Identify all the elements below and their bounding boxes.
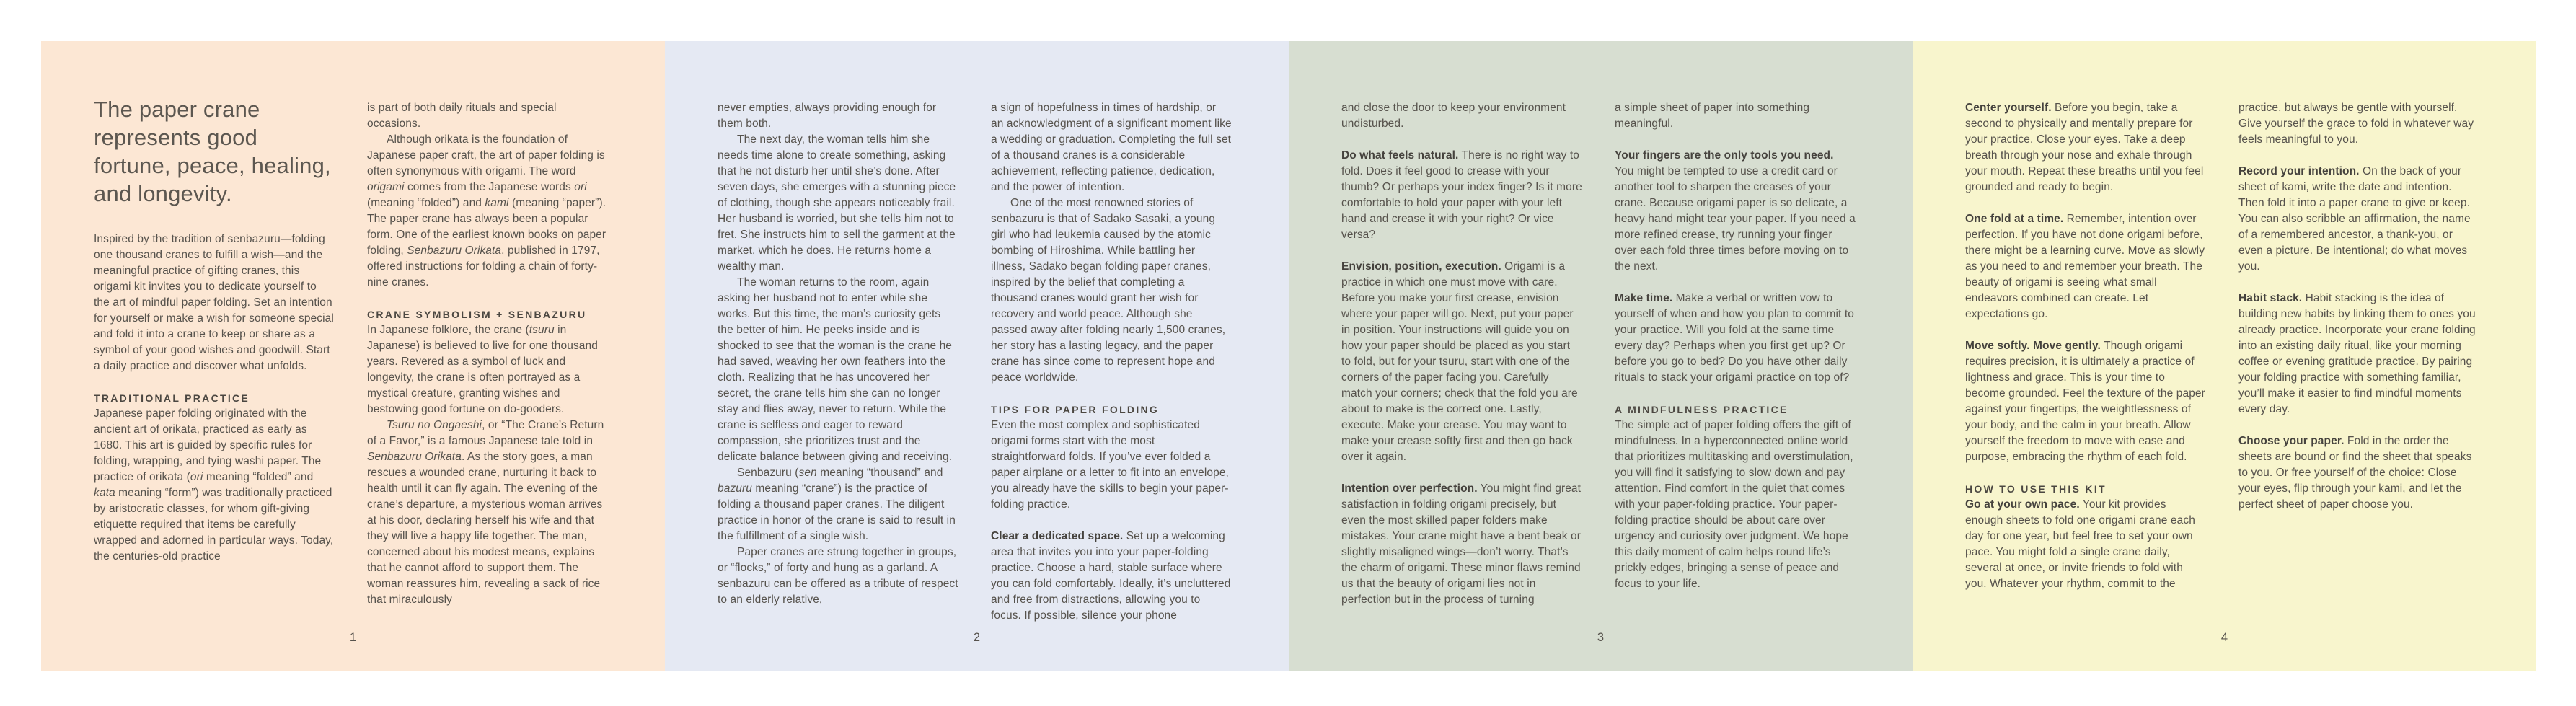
page-number: 4 bbox=[2220, 631, 2228, 644]
text-column bbox=[2238, 100, 2479, 592]
booklet-page-2 bbox=[665, 41, 1289, 671]
paragraph: Record your intention. On the back of your sheet of kami, write the date and intention. Then fold it into a paper crane to give or keep. You can also scribble an affirmation, the name of a remembered ancestor, a thank-you, or even a picture. Be intentional; do what moves you. bbox=[2238, 165, 2471, 273]
paragraph: One of the most renowned stories of senbazuru is that of Sadako Sasaki, a young girl who had leukemia caused by the atomic bombing of Hiroshima. While battling her illness, Sadako began folding paper cranes, inspired by the belief that completing a thousand cranes would grant her wish for recovery and world peace. Although she passed away after folding nearly 1,500 cranes, her story has a lasting legacy, and the paper crane has since come to represent hope and peace worldwide. bbox=[991, 197, 1226, 384]
paragraph: Tsuru no Ongaeshi, or “The Crane’s Return of a Favor,” is a famous Japanese tale told in Senbazuru Orikata. As the story goes, a man rescues a wounded crane, nurturing it back to health until it can fly again. The evening of the crane’s departure, a mysterious woman arrives at his door, declaring herself his wife and that they will live a happy life together. The man, concerned about his modest means, explains that he cannot afford to support them. The woman reassures him, revealing a sack of rice that miraculously bbox=[367, 419, 604, 606]
section-heading: CRANE SYMBOLISM + SENBAZURU bbox=[367, 309, 587, 320]
paragraph: a simple sheet of paper into something meaningful. bbox=[1615, 102, 1810, 130]
paragraph: never empties, always providing enough for them both. bbox=[718, 102, 937, 130]
page-columns bbox=[665, 41, 1289, 624]
page-columns bbox=[1289, 41, 1913, 608]
paragraph: The next day, the woman tells him she needs time alone to create something, asking that he not disturb her until she’s done. After seven days, she emerges with a stunning piece of clothing, though she appears noticeably frail. Her husband is worried, but she tells him not to fret. She instructs him to sell the garment at the market, which he does. He returns home a wealthy man. bbox=[718, 133, 956, 273]
text-column bbox=[991, 100, 1232, 624]
paragraph: practice, but always be gentle with yourself. Give yourself the grace to fold in whatever way feels meaningful to you. bbox=[2238, 102, 2474, 146]
page-number: 1 bbox=[349, 631, 357, 644]
paragraph: Japanese paper folding originated with the ancient art of orikata, practiced as early as 1680. This art is guided by specific rules for folding, wrapping, and tying washi paper. The practice of orikata (ori meaning “folded” and kata meaning “form”) was traditionally practiced by aristocratic classes, for whom gift-giving etiquette required that items be carefully wrapped and adorned in particular ways. Today, the centuries-old practice bbox=[94, 407, 334, 562]
paragraph: is part of both daily rituals and special occasions. bbox=[367, 102, 557, 130]
paragraph: Paper cranes are strung together in groups, or “flocks,” of forty and hung as a garland. A senbazuru can be offered as a tribute of respect to an elderly relative, bbox=[718, 546, 958, 606]
paragraph: Go at your own pace. Your kit provides enough sheets to fold one origami crane each day for one year, but feel free to set your own pace. You might fold a single crane daily, several at once, or invite friends to fold with you. Whatever your rhythm, commit to the bbox=[1965, 498, 2195, 590]
text-column bbox=[94, 97, 335, 608]
paragraph: One fold at a time. Remember, intention over perfection. If you have not done origami before, there might be a learning curve. Move as slowly as you need to and remember your breath. The beauty of origami is seeing what small endeavors combined can create. Let expectations go. bbox=[1965, 213, 2205, 320]
paragraph: Envision, position, execution. Origami is a practice in which one must move with care. Before you make your first crease, envision where your paper will go. Next, put your paper in position. Your instructions will guide you on how your paper should be placed as you start to fold, but for your tsuru, start with one of the corners of the paper facing you. Carefully match your corners; check that the fold you are about to make is the correct one. Lastly, execute. Make your crease. You may want to make your crease softly first and then go back over it again. bbox=[1341, 260, 1578, 463]
paragraph: Clear a dedicated space. Set up a welcoming area that invites you into your paper-folding practice. Choose a hard, stable surface where you can fold comfortably. Ideally, it’s uncluttered and free from distractions, allowing you to focus. If possible, silence your phone bbox=[991, 530, 1231, 622]
paragraph: Intention over perfection. You might find great satisfaction in folding origami precisely, but even the most skilled paper folders make mistakes. Your crane might have a bent beak or slightly misaligned wings—don’t worry. That’s the charm of origami. These minor flaws remind us that the beauty of origami lies not in perfection but in the process of turning bbox=[1341, 482, 1582, 606]
page-columns bbox=[1913, 41, 2536, 592]
paragraph: Even the most complex and sophisticated origami forms start with the most straightforward folds. If you’ve ever folded a paper airplane or a letter to fit into an envelope, you already have the skills to begin your paper-folding practice. bbox=[991, 419, 1229, 511]
paragraph: Center yourself. Before you begin, take a second to physically and mentally prepare for your practice. Close your eyes. Take a deep breath through your nose and exhale through your mouth. Repeat these breaths until you feel grounded and ready to begin. bbox=[1965, 102, 2204, 193]
paragraph: Do what feels natural. There is no right way to fold. Does it feel good to crease with your thumb? Or perhaps your index finger? Is it more comfortable to hold your paper with your left hand and crease it with your right? Or vice versa? bbox=[1341, 149, 1582, 241]
booklet-page-1 bbox=[41, 41, 665, 671]
text-column bbox=[367, 100, 608, 608]
text-column bbox=[1965, 100, 2206, 592]
page-number: 2 bbox=[973, 631, 981, 644]
paragraph: The simple act of paper folding offers the gift of mindfulness. In a hyperconnected online world that prioritizes multitasking and overstimulation, you will find it satisfying to slow down and pay attention. Find comfort in the quiet that comes with your paper-folding practice. Your paper-folding practice should be about care over urgency and curiosity over judgment. We hope this daily moment of calm helps round life’s prickly edges, bringing a sense of peace and focus to your life. bbox=[1615, 419, 1853, 590]
section-heading: A MINDFULNESS PRACTICE bbox=[1615, 404, 1788, 415]
page-number: 3 bbox=[1597, 631, 1605, 644]
paragraph: Choose your paper. Fold in the order the sheets are bound or find the sheet that speaks to you. Or free yourself of the choice: Close your eyes, flip through your kami, and let the perfect sheet of paper choose you. bbox=[2238, 435, 2472, 511]
section-heading: TIPS FOR PAPER FOLDING bbox=[991, 404, 1160, 415]
booklet-page-4 bbox=[1913, 41, 2536, 671]
paragraph: Habit stack. Habit stacking is the idea of building new habits by linking them to ones you already practice. Incorporate your crane folding into an existing daily ritual, like your morning coffee or evening gratitude practice. By pairing your folding practice with something familiar, you’ll make it easier to find mindful moments every day. bbox=[2238, 292, 2476, 415]
paragraph: and close the door to keep your environment undisturbed. bbox=[1341, 102, 1566, 130]
paragraph: a sign of hopefulness in times of hardship, or an acknowledgment of a significant moment like a wedding or graduation. Completing the full set of a thousand cranes is a considerable achievement, reflecting patience, dedication, and the power of intention. bbox=[991, 102, 1232, 193]
paragraph: Inspired by the tradition of senbazuru—folding one thousand cranes to fulfill a wish—and the meaningful practice of gifting cranes, this origami kit invites you to dedicate yourself to the art of mindful paper folding. Set an intention for yourself or make a wish for someone special and fold it into a crane to keep or share as a symbol of your good wishes and goodwill. Start a daily practice and discover what unfolds. bbox=[94, 233, 334, 372]
paragraph: In Japanese folklore, the crane (tsuru in Japanese) is believed to live for one thousand years. Revered as a symbol of luck and longevity, the crane is often portrayed as a mystical creature, granting wishes and bestowing good fortune on do-gooders. bbox=[367, 324, 598, 415]
text-column bbox=[1341, 100, 1582, 608]
text-column bbox=[1615, 100, 1856, 608]
page-title: The paper crane represents good fortune, peace, healing, and longevity. bbox=[94, 97, 331, 206]
booklet-pages-row bbox=[41, 41, 2536, 671]
paragraph: Although orikata is the foundation of Japanese paper craft, the art of paper folding is often synonymous with origami. The word origami comes from the Japanese words ori (meaning “folded”) and kami (meaning “paper”). The paper crane has always been a popular form. One of the earliest known books on paper folding, Senbazuru Orikata, published in 1797, offered instructions for folding a chain of forty-nine cranes. bbox=[367, 133, 606, 288]
text-column bbox=[718, 100, 958, 624]
booklet-page-3 bbox=[1289, 41, 1913, 671]
section-heading: HOW TO USE THIS KIT bbox=[1965, 483, 2107, 495]
paragraph: The woman returns to the room, again asking her husband not to enter while she works. But this time, the man’s curiosity gets the better of him. He peeks inside and is shocked to see that the woman is the crane he had saved, weaving her own feathers into the cloth. Realizing that he has uncovered her secret, the crane tells him she can no longer stay and flies away, never to return. While the crane is selfless and eager to reward compassion, she prioritizes trust and the delicate balance between giving and receiving. bbox=[718, 276, 953, 463]
paragraph: Move softly. Move gently. Though origami requires precision, it is ultimately a practice of lightness and grace. This is your time to become grounded. Feel the texture of the paper against your fingertips, the weightlessness of your body, and the calm in your breath. Allow yourself the freedom to move with ease and purpose, embracing the rhythm of each fold. bbox=[1965, 340, 2205, 463]
page-columns bbox=[41, 41, 665, 608]
paragraph: Senbazuru (sen meaning “thousand” and bazuru meaning “crane”) is the practice of folding a thousand paper cranes. The diligent practice in honor of the crane is said to result in the fulfillment of a single wish. bbox=[718, 467, 956, 542]
paragraph: Make time. Make a verbal or written vow to yourself of when and how you plan to commit to your practice. Will you fold at the same time every day? Perhaps when you first get up? Or before you go to bed? Do you have other daily rituals to stack your origami practice on top of? bbox=[1615, 292, 1854, 384]
section-heading: TRADITIONAL PRACTICE bbox=[94, 392, 250, 404]
paragraph: Your fingers are the only tools you need. You might be tempted to use a credit card or another tool to sharpen the creases of your crane. Because origami paper is so delicate, a heavy hand might tear your paper. If you need a more refined crease, try running your finger over each fold three times before moving on to the next. bbox=[1615, 149, 1856, 273]
